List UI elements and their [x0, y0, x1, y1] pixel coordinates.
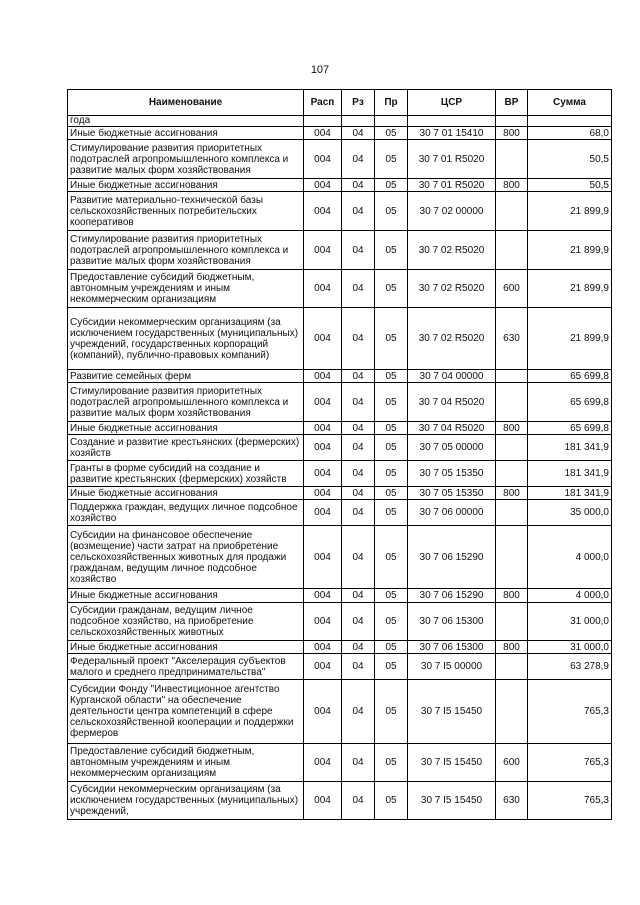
cell-empty [342, 116, 375, 127]
cell-vr [496, 654, 528, 680]
cell-rasp: 004 [304, 603, 342, 641]
cell-rz: 04 [342, 500, 375, 526]
col-header-vr: ВР [496, 90, 528, 116]
cell-sum: 765,3 [528, 782, 612, 820]
table-row [68, 127, 612, 140]
table-row [68, 641, 612, 654]
cell-sum: 4 000,0 [528, 589, 612, 603]
table-row [68, 435, 612, 461]
cell-vr [496, 461, 528, 487]
cell-name: Иные бюджетные ассигнования [68, 127, 304, 140]
cell-rz: 04 [342, 603, 375, 641]
cell-sum: 181 341,9 [528, 487, 612, 500]
cell-csr: 30 7 02 R5020 [408, 270, 496, 308]
cell-csr: 30 7 04 00000 [408, 370, 496, 383]
cell-sum: 21 899,9 [528, 192, 612, 231]
cell-csr: 30 7 I5 00000 [408, 654, 496, 680]
cell-csr: 30 7 06 15300 [408, 603, 496, 641]
cell-rz: 04 [342, 526, 375, 589]
cell-csr: 30 7 06 00000 [408, 500, 496, 526]
cell-rasp: 004 [304, 526, 342, 589]
table-row [68, 140, 612, 179]
cell-sum: 31 000,0 [528, 603, 612, 641]
table-row [68, 422, 612, 435]
cell-name: Стимулирование развития приоритетных подотраслей агропромышленного комплекса и развитие малых форм хозяйствования [68, 383, 304, 422]
cell-rz: 04 [342, 308, 375, 370]
table-body [68, 116, 612, 820]
cell-name: Субсидии некоммерческим организациям (за исключением государственных (муниципальных) учреждений, государственных корпораций (компаний), публично-правовых компаний) [68, 308, 304, 370]
cell-pr: 05 [375, 589, 408, 603]
cell-name: Иные бюджетные ассигнования [68, 641, 304, 654]
cell-pr: 05 [375, 308, 408, 370]
cell-rz: 04 [342, 231, 375, 270]
table-row [68, 654, 612, 680]
cell-sum: 765,3 [528, 680, 612, 744]
cell-rasp: 004 [304, 641, 342, 654]
cell-name: Предоставление субсидий бюджетным, автономным учреждениям и иным некоммерческим организациям [68, 744, 304, 782]
table-row [68, 270, 612, 308]
cell-name: Субсидии некоммерческим организациям (за исключением государственных (муниципальных) учреждений, [68, 782, 304, 820]
cell-pr: 05 [375, 140, 408, 179]
col-header-pr: Пр [375, 90, 408, 116]
table-row [68, 308, 612, 370]
cell-sum: 63 278,9 [528, 654, 612, 680]
cell-empty [496, 116, 528, 127]
table-row [68, 589, 612, 603]
cell-vr [496, 370, 528, 383]
cell-rasp: 004 [304, 461, 342, 487]
cell-rz: 04 [342, 383, 375, 422]
cell-rz: 04 [342, 782, 375, 820]
cell-name: Субсидии Фонду "Инвестиционное агентство Курганской области" на обеспечение деятельности центра компетенций в сфере сельскохозяйственной кооперации и поддержки фермеров [68, 680, 304, 744]
cell-csr: 30 7 05 00000 [408, 435, 496, 461]
cell-rasp: 004 [304, 140, 342, 179]
cell-vr [496, 526, 528, 589]
cell-rz: 04 [342, 654, 375, 680]
cell-vr [496, 603, 528, 641]
cell-name: Гранты в форме субсидий на создание и развитие крестьянских (фермерских) хозяйств [68, 461, 304, 487]
cell-name: Развитие материально-технической базы сельскохозяйственных потребительских кооперативов [68, 192, 304, 231]
cell-pr: 05 [375, 192, 408, 231]
cell-rasp: 004 [304, 487, 342, 500]
cell-sum: 4 000,0 [528, 526, 612, 589]
cell-rasp: 004 [304, 383, 342, 422]
cell-rasp: 004 [304, 370, 342, 383]
cell-csr: 30 7 04 R5020 [408, 383, 496, 422]
cell-sum: 21 899,9 [528, 270, 612, 308]
table-row [68, 179, 612, 192]
cell-empty [304, 116, 342, 127]
cell-csr: 30 7 05 15350 [408, 487, 496, 500]
cell-rasp: 004 [304, 435, 342, 461]
page-number: 107 [310, 64, 330, 76]
cell-csr: 30 7 05 15350 [408, 461, 496, 487]
cell-csr: 30 7 04 R5020 [408, 422, 496, 435]
cell-pr: 05 [375, 487, 408, 500]
cell-name: Развитие семейных ферм [68, 370, 304, 383]
cell-pr: 05 [375, 782, 408, 820]
cell-csr: 30 7 01 R5020 [408, 140, 496, 179]
col-header-rasp: Расп [304, 90, 342, 116]
cell-rasp: 004 [304, 782, 342, 820]
cell-rz: 04 [342, 641, 375, 654]
budget-table [67, 89, 612, 820]
col-header-sum: Сумма [528, 90, 612, 116]
cell-sum: 50,5 [528, 140, 612, 179]
cell-csr: 30 7 02 R5020 [408, 308, 496, 370]
cell-csr: 30 7 02 00000 [408, 192, 496, 231]
table-row [68, 231, 612, 270]
table-row [68, 526, 612, 589]
cell-vr: 800 [496, 589, 528, 603]
cell-csr: 30 7 I5 15450 [408, 782, 496, 820]
table-row [68, 680, 612, 744]
cell-name: Создание и развитие крестьянских (фермерских) хозяйств [68, 435, 304, 461]
cell-csr: 30 7 02 R5020 [408, 231, 496, 270]
cell-sum: 65 699,8 [528, 383, 612, 422]
cell-name: Иные бюджетные ассигнования [68, 422, 304, 435]
cell-rz: 04 [342, 744, 375, 782]
cell-name: Субсидии на финансовое обеспечение (возмещение) части затрат на приобретение сельскохозяйственных животных для продажи гражданам, ведущим личное подсобное хозяйство [68, 526, 304, 589]
table-row [68, 192, 612, 231]
cell-name: Стимулирование развития приоритетных подотраслей агропромышленного комплекса и развитие малых форм хозяйствования [68, 231, 304, 270]
table-row [68, 370, 612, 383]
cell-sum: 21 899,9 [528, 308, 612, 370]
cell-vr: 630 [496, 782, 528, 820]
cell-pr: 05 [375, 641, 408, 654]
cell-name: Федеральный проект "Акселерация субъектов малого и среднего предпринимательства" [68, 654, 304, 680]
cell-vr: 600 [496, 270, 528, 308]
table-row [68, 461, 612, 487]
cell-rz: 04 [342, 127, 375, 140]
cell-rasp: 004 [304, 744, 342, 782]
col-header-csr: ЦСР [408, 90, 496, 116]
table-row [68, 487, 612, 500]
cell-csr: 30 7 01 15410 [408, 127, 496, 140]
cell-sum: 35 000,0 [528, 500, 612, 526]
cell-pr: 05 [375, 370, 408, 383]
cell-csr: 30 7 06 15290 [408, 589, 496, 603]
table-row [68, 500, 612, 526]
cell-rz: 04 [342, 487, 375, 500]
cell-pr: 05 [375, 680, 408, 744]
cell-vr [496, 500, 528, 526]
cell-rz: 04 [342, 270, 375, 308]
cell-vr [496, 231, 528, 270]
cell-vr [496, 383, 528, 422]
cell-rasp: 004 [304, 270, 342, 308]
cell-vr [496, 680, 528, 744]
continuation-row [68, 116, 612, 127]
cell-vr: 800 [496, 641, 528, 654]
cell-rasp: 004 [304, 192, 342, 231]
cell-csr: 30 7 06 15290 [408, 526, 496, 589]
cell-vr: 600 [496, 744, 528, 782]
cell-pr: 05 [375, 127, 408, 140]
cell-csr: 30 7 06 15300 [408, 641, 496, 654]
cell-empty [528, 116, 612, 127]
cell-name: Поддержка граждан, ведущих личное подсобное хозяйство [68, 500, 304, 526]
cell-vr: 800 [496, 422, 528, 435]
cell-csr: 30 7 I5 15450 [408, 680, 496, 744]
table-row [68, 603, 612, 641]
cell-sum: 31 000,0 [528, 641, 612, 654]
cell-pr: 05 [375, 270, 408, 308]
cell-rz: 04 [342, 589, 375, 603]
cell-vr [496, 140, 528, 179]
cell-sum: 65 699,8 [528, 370, 612, 383]
cell-rz: 04 [342, 435, 375, 461]
cell-pr: 05 [375, 179, 408, 192]
table-row [68, 383, 612, 422]
cell-pr: 05 [375, 526, 408, 589]
cell-vr: 800 [496, 179, 528, 192]
cell-rasp: 004 [304, 308, 342, 370]
cell-rz: 04 [342, 680, 375, 744]
cell-pr: 05 [375, 461, 408, 487]
cell-empty [375, 116, 408, 127]
cell-sum: 68,0 [528, 127, 612, 140]
cell-name: Субсидии гражданам, ведущим личное подсобное хозяйство, на приобретение сельскохозяйственных животных [68, 603, 304, 641]
cell-name: Стимулирование развития приоритетных подотраслей агропромышленного комплекса и развитие малых форм хозяйствования [68, 140, 304, 179]
cell-sum: 21 899,9 [528, 231, 612, 270]
table-row [68, 744, 612, 782]
cell-rasp: 004 [304, 422, 342, 435]
cell-rz: 04 [342, 192, 375, 231]
cell-vr [496, 435, 528, 461]
table-row [68, 782, 612, 820]
cell-rasp: 004 [304, 500, 342, 526]
cell-pr: 05 [375, 231, 408, 270]
cell-sum: 181 341,9 [528, 435, 612, 461]
col-header-name: Наименование [68, 90, 304, 116]
cell-vr [496, 192, 528, 231]
cell-rasp: 004 [304, 680, 342, 744]
cell-rz: 04 [342, 179, 375, 192]
cell-sum: 181 341,9 [528, 461, 612, 487]
cell-csr: 30 7 I5 15450 [408, 744, 496, 782]
cell-rasp: 004 [304, 654, 342, 680]
cell-pr: 05 [375, 500, 408, 526]
cell-rasp: 004 [304, 589, 342, 603]
cell-rz: 04 [342, 370, 375, 383]
cell-empty [408, 116, 496, 127]
cell-pr: 05 [375, 383, 408, 422]
cell-vr: 800 [496, 487, 528, 500]
cell-pr: 05 [375, 603, 408, 641]
cell-name: Иные бюджетные ассигнования [68, 179, 304, 192]
cell-vr: 630 [496, 308, 528, 370]
cell-pr: 05 [375, 422, 408, 435]
col-header-rz: Рз [342, 90, 375, 116]
cell-name: Иные бюджетные ассигнования [68, 589, 304, 603]
cell-pr: 05 [375, 744, 408, 782]
cell-sum: 765,3 [528, 744, 612, 782]
cell-sum: 50,5 [528, 179, 612, 192]
cell-name: Предоставление субсидий бюджетным, автономным учреждениям и иным некоммерческим организациям [68, 270, 304, 308]
cell-rz: 04 [342, 422, 375, 435]
cell-pr: 05 [375, 435, 408, 461]
header-row [68, 90, 612, 116]
cell-vr: 800 [496, 127, 528, 140]
cell-rz: 04 [342, 461, 375, 487]
cell-name: Иные бюджетные ассигнования [68, 487, 304, 500]
cell-csr: 30 7 01 R5020 [408, 179, 496, 192]
cell-sum: 65 699,8 [528, 422, 612, 435]
cell-rasp: 004 [304, 179, 342, 192]
cell-rasp: 004 [304, 231, 342, 270]
cell-pr: 05 [375, 654, 408, 680]
continuation-text: года [68, 116, 304, 127]
cell-rz: 04 [342, 140, 375, 179]
cell-rasp: 004 [304, 127, 342, 140]
